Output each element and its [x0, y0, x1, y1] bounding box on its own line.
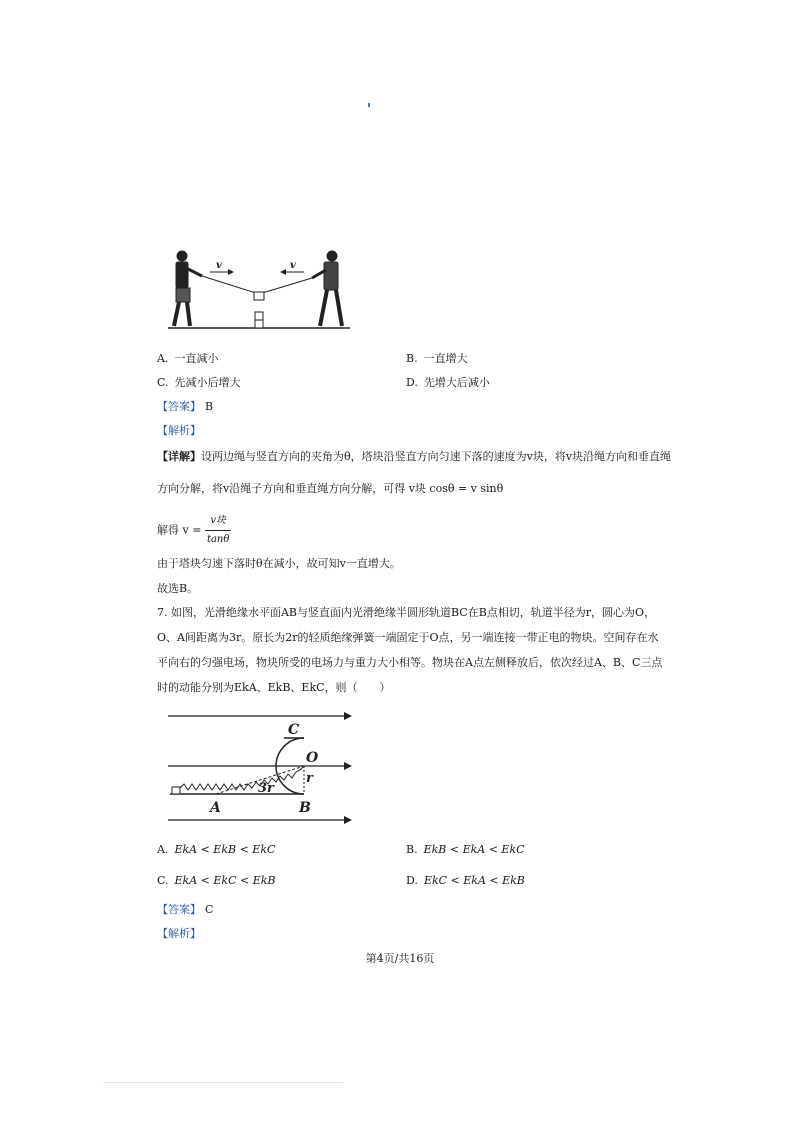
- blue-mark: [368, 103, 370, 107]
- label-c: C: [288, 722, 300, 738]
- q7-option-d: D. EkC < EkA < EkB: [406, 874, 525, 887]
- bottom-divider: [103, 1082, 343, 1083]
- option-b: B. 一直增大: [406, 352, 468, 365]
- q7-stem-4: 时的动能分别为EkA、EkB、EkC，则（ ）: [157, 681, 391, 694]
- label-3r: 3r: [258, 781, 274, 796]
- q7-stem-3: 平向右的匀强电场，物块所受的电场力与重力大小相等。物块在A点左侧释放后，依次经过A、B、C三点: [157, 656, 663, 669]
- hanging-block: [254, 292, 264, 300]
- q7-option-b: B. EkB < EkA < EkC: [406, 843, 525, 856]
- answer-line: 【答案】 B: [157, 400, 214, 413]
- page-footer: 第4页/共16页: [365, 952, 435, 965]
- option-d: D. 先增大后减小: [406, 376, 490, 389]
- v-right-label: v: [290, 260, 296, 271]
- conclusion: 由于塔块匀速下落时θ在减小，故可知v一直增大。: [157, 557, 401, 570]
- v-left-label: v: [216, 260, 222, 271]
- solve-line: 解得 v = $\frac{\text{v块}}{\tan\theta}$: [157, 512, 231, 549]
- label-b: B: [299, 800, 311, 816]
- analysis-tag: 【解析】: [157, 424, 201, 437]
- detail-line-1: 【详解】设两边绳与竖直方向的夹角为θ，塔块沿竖直方向匀速下落的速度为v块，将v块沿绳方向和垂直绳: [157, 450, 672, 463]
- q7-stem-1: 7. 如图，光滑绝缘水平面AB与竖直面内光滑绝缘半圆形轨道BC在B点相切，轨道半径为r，圆心为O，: [157, 606, 656, 619]
- option-c: C. 先减小后增大: [157, 376, 241, 389]
- fraction: $\frac{\text{v块}}{\tan\theta}$: [205, 512, 231, 549]
- q7-answer-line: 【答案】 C: [157, 903, 214, 916]
- choose-line: 故选B。: [157, 582, 199, 595]
- q7-analysis-tag: 【解析】: [157, 927, 201, 940]
- q7-option-a: A. EkA < EkB < EkC: [157, 843, 276, 856]
- label-a: A: [210, 800, 221, 816]
- track-figure: [164, 708, 354, 830]
- block: [172, 787, 180, 794]
- left-person: [174, 251, 202, 326]
- q7-option-c: C. EkA < EkC < EkB: [157, 874, 276, 887]
- option-a: A. 一直减小: [157, 352, 219, 365]
- detail-line-2: 方向分解，将v沿绳子方向和垂直绳方向分解，可得 v块 cosθ = v sinθ: [157, 482, 504, 495]
- rope-figure: [164, 246, 354, 332]
- right-person: [312, 251, 342, 326]
- label-o: O: [306, 750, 319, 766]
- q7-stem-2: O、A间距离为3r。原长为2r的轻质绝缘弹簧一端固定于O点，另一端连接一带正电的物块。空间存在水: [157, 631, 659, 644]
- label-r: r: [306, 771, 313, 786]
